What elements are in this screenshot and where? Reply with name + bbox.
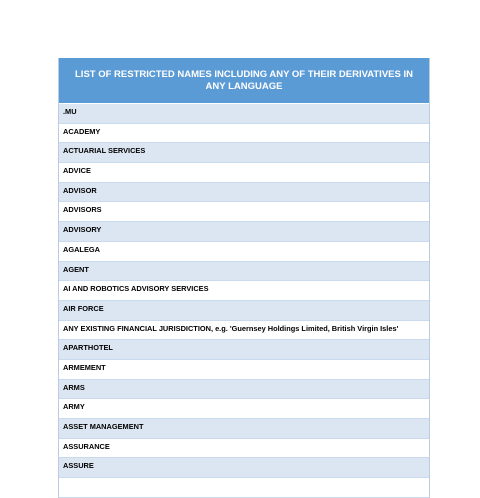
table-row — [59, 478, 429, 498]
table-row: ASSURE — [59, 458, 429, 478]
table-header: LIST OF RESTRICTED NAMES INCLUDING ANY OF THEIR DERIVATIVES IN ANY LANGUAGE — [59, 58, 429, 104]
table-row: ADVICE — [59, 163, 429, 183]
table-row: ASSURANCE — [59, 439, 429, 459]
table-row: ADVISORS — [59, 202, 429, 222]
table-row: ADVISOR — [59, 183, 429, 203]
table-row: AGENT — [59, 262, 429, 282]
table-row: ASSET MANAGEMENT — [59, 419, 429, 439]
table-row: AI AND ROBOTICS ADVISORY SERVICES — [59, 281, 429, 301]
table-row: .MU — [59, 104, 429, 124]
table-row: AIR FORCE — [59, 301, 429, 321]
table-body — [59, 104, 429, 498]
table-row: AGALEGA — [59, 242, 429, 262]
table-row: ADVISORY — [59, 222, 429, 242]
table-row: ACTUARIAL SERVICES — [59, 143, 429, 163]
table-row: ARMEMENT — [59, 360, 429, 380]
table-row: ARMY — [59, 399, 429, 419]
table-row: APARTHOTEL — [59, 340, 429, 360]
table-row: ACADEMY — [59, 124, 429, 144]
table-row: ARMS — [59, 380, 429, 400]
restricted-names-table — [58, 58, 430, 498]
table-row: ANY EXISTING FINANCIAL JURISDICTION, e.g. 'Guernsey Holdings Limited, British Virgin Isles' — [59, 321, 429, 341]
